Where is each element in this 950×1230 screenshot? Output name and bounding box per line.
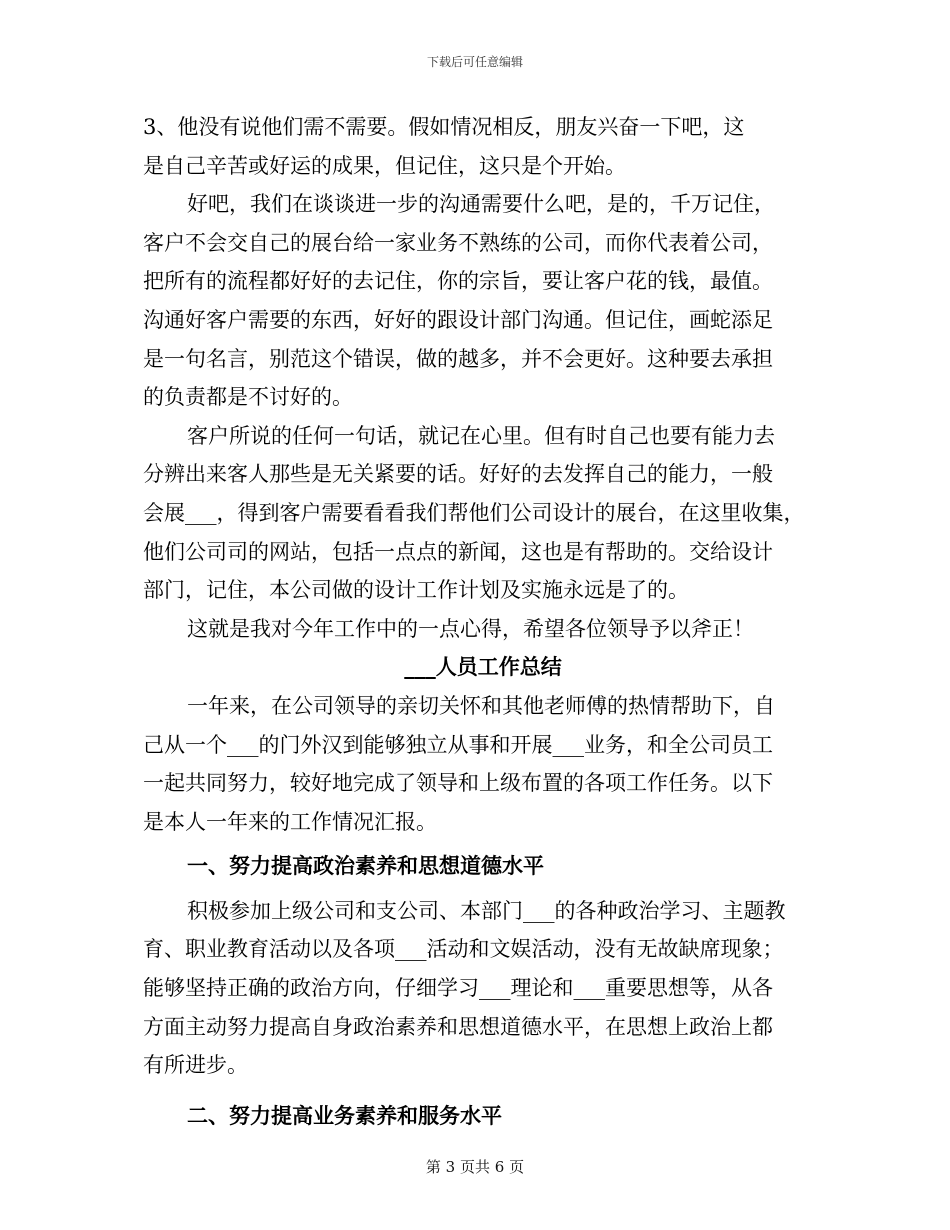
paragraph-line: 3、他没有说他们需不需要。假如情况相反，朋友兴奋一下吧，这 bbox=[143, 115, 745, 139]
paragraph-line: 部门，记住，本公司做的设计工作计划及实施永远是了的。 bbox=[143, 578, 689, 603]
paragraph-line: 一起共同努力，较好地完成了领导和上级布置的各项工作任务。以下 bbox=[143, 771, 773, 796]
paragraph-line: 这就是我对今年工作中的一点心得，希望各位领导予以斧正！ bbox=[187, 616, 754, 641]
page-footer: 第 3 页共 6 页 bbox=[425, 1158, 525, 1176]
paragraph-line: 客户不会交自己的展台给一家业务不熟练的公司，而你代表着公司， bbox=[143, 230, 773, 255]
paragraph-line: 一年来，在公司领导的亲切关怀和其他老师傅的热情帮助下，自 bbox=[187, 693, 775, 718]
paragraph-line: 能够坚持正确的政治方向，仔细学习___理论和___重要思想等，从各 bbox=[143, 976, 773, 1001]
paragraph-line: 己从一个___的门外汉到能够独立从事和开展___业务，和全公司员工 bbox=[143, 732, 773, 757]
paragraph-line: 方面主动努力提高自身政治素养和思想道德水平，在思想上政治上都 bbox=[143, 1014, 773, 1039]
paragraph-line: 分辨出来客人那些是无关紧要的话。好好的去发挥自己的能力，一般 bbox=[143, 462, 773, 487]
paragraph-line: 是自己辛苦或好运的成果，但记住，这只是个开始。 bbox=[143, 153, 626, 178]
section-heading: 二、努力提高业务素养和服务水平 bbox=[187, 1102, 502, 1128]
section-heading: 一、努力提高政治素养和思想道德水平 bbox=[187, 853, 544, 879]
paragraph-line: 的负责都是不讨好的。 bbox=[143, 385, 353, 410]
paragraph-line: 积极参加上级公司和支公司、本部门___的各种政治学习、主题教 bbox=[187, 898, 786, 923]
paragraph-line: 育、职业教育活动以及各项___活动和文娱活动，没有无故缺席现象； bbox=[143, 937, 784, 962]
paragraph-line: 他们公司司的网站，包括一点点的新闻，这也是有帮助的。交给设计 bbox=[143, 539, 773, 564]
paragraph-line: 会展___，得到客户需要看看我们帮他们公司设计的展台，在这里收集， bbox=[143, 500, 805, 525]
paragraph-line: 把所有的流程都好好的去记住，你的宗旨，要让客户花的钱，最值。 bbox=[143, 269, 773, 294]
page-header: 下载后可任意编辑 bbox=[426, 55, 523, 69]
paragraph-line: 沟通好客户需要的东西，好好的跟设计部门沟通。但记住，画蛇添足 bbox=[143, 307, 773, 332]
section-title: ___人员工作总结 bbox=[404, 654, 562, 680]
paragraph-line: 有所进步。 bbox=[143, 1053, 248, 1078]
document-body bbox=[143, 108, 823, 1135]
paragraph-line: 好吧，我们在谈谈进一步的沟通需要什么吧，是的，千万记住， bbox=[187, 192, 775, 217]
paragraph-line: 是一句名言，别范这个错误，做的越多，并不会更好。这种要去承担 bbox=[143, 346, 773, 371]
paragraph-line: 是本人一年来的工作情况汇报。 bbox=[143, 809, 437, 834]
paragraph-line: 客户所说的任何一句话，就记在心里。但有时自己也要有能力去 bbox=[187, 423, 775, 448]
